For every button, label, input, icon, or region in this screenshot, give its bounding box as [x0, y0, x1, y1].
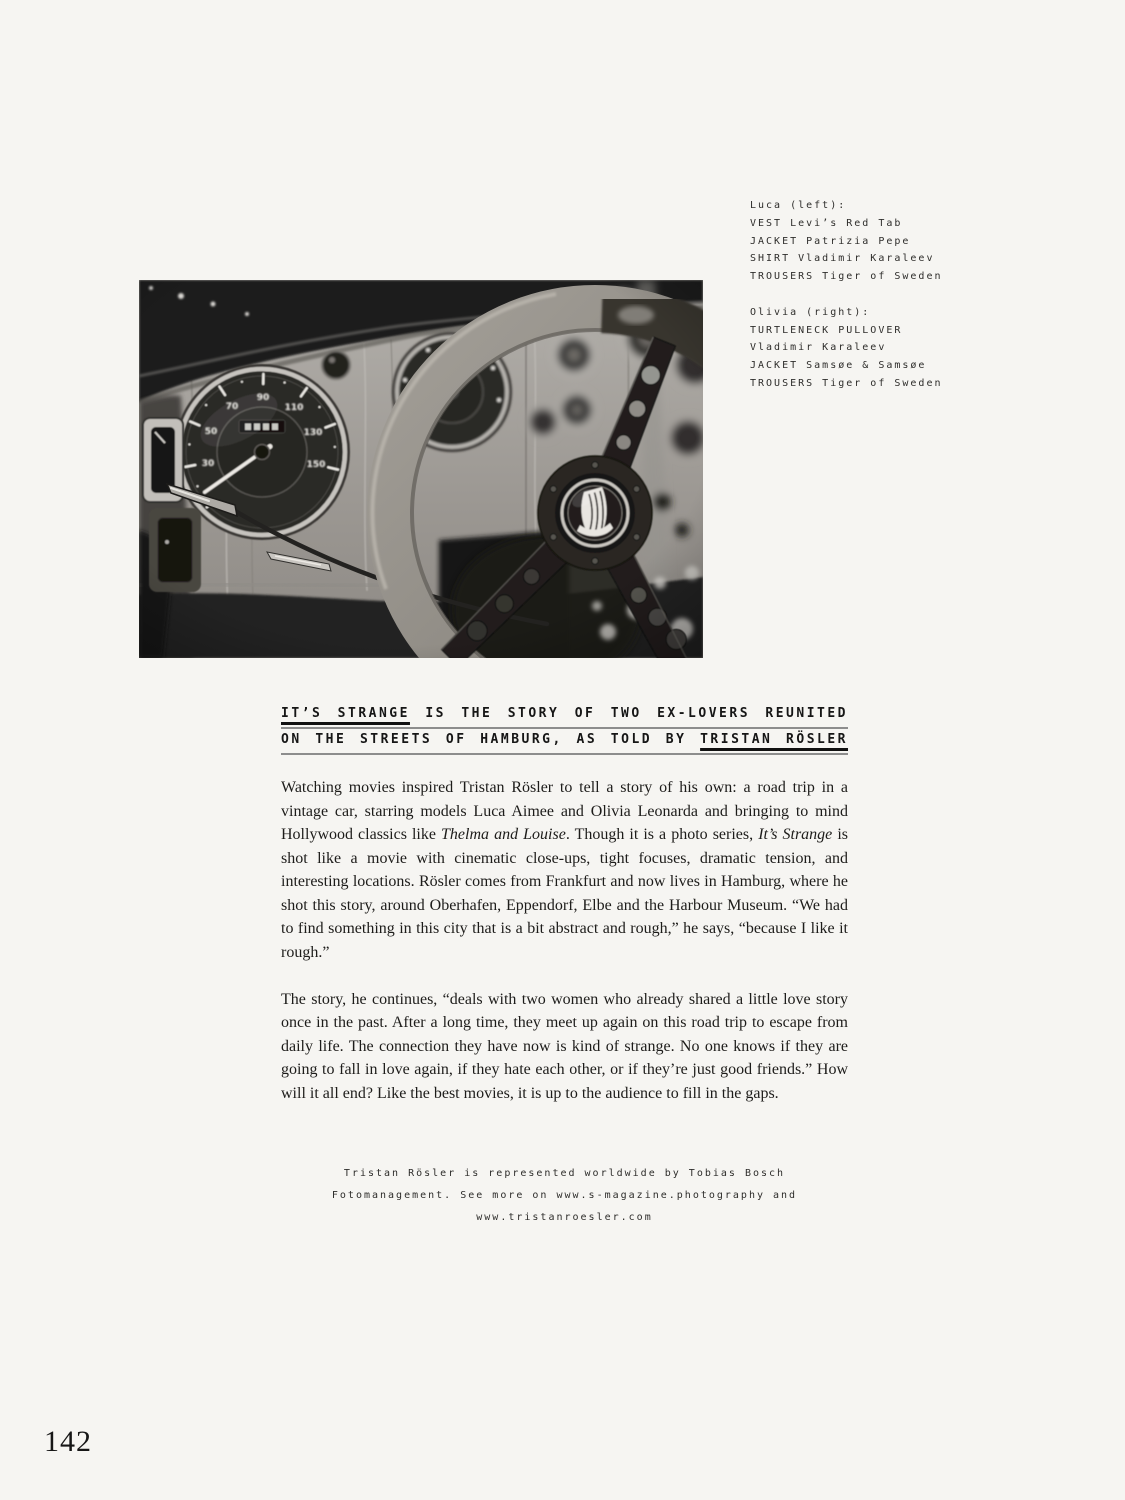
credit-line: TROUSERS Tiger of Sweden [750, 377, 943, 389]
article-headline [281, 706, 848, 758]
page-number: 142 [44, 1425, 92, 1458]
paragraph-text: is shot like a movie with cinematic close-ups, tight focuses, dramatic tension, and interesting locations. Rösler comes from Frankfurt and now lives in Hamburg, where he shot this story, around Oberhafen, Eppendorf, Elbe and the Harbour Museum. “We had to find something in this city that is a bit abstract and rough,” he says, “because I like it rough.” [281, 826, 849, 961]
representation-note [281, 1163, 848, 1229]
paragraph-text: . Though it is a photo series, [565, 826, 759, 843]
credit-line: JACKET Patrizia Pepe [750, 235, 911, 247]
photo-vignette [139, 280, 703, 658]
headline-text: IS THE STORY OF TWO EX-LOVERS REUNITED [409, 706, 848, 721]
article-paragraph-2: The story, he continues, “deals with two women who already shared a little love story once in the past. After a long time, they meet up again on this road trip to escape from daily life. The connection they have now is kind of strange. No one knows if they are going to fall in love again, if they hate each other, or if they’re just good friends.” How will it all end? Like the best movies, it is up to the audience to fill in the gaps. [281, 990, 848, 1102]
headline-title-emphasis: IT’S STRANGE [281, 706, 410, 721]
article-body [281, 776, 848, 1129]
movie-title-italic: Thelma and Louise [441, 826, 566, 843]
footnote-line: Fotomanagement. See more on www.s-magazine.photography and [331, 1190, 798, 1201]
fashion-credits [750, 197, 1030, 393]
dashboard-photo [139, 280, 703, 658]
credit-line: VEST Levi’s Red Tab [750, 217, 903, 229]
credit-line: TROUSERS Tiger of Sweden [750, 271, 943, 282]
headline-author-emphasis: TRISTAN RÖSLER [700, 732, 849, 747]
credit-line: TURTLENECK PULLOVER [750, 324, 903, 336]
series-title-italic: It’s Strange [758, 826, 833, 843]
credit-heading: Olivia (right): [750, 306, 871, 318]
headline-line-1 [281, 706, 848, 729]
credit-line: Vladimir Karaleev [750, 342, 887, 354]
footnote-line: www.tristanroesler.com [476, 1212, 653, 1223]
credit-line: SHIRT Vladimir Karaleev [750, 253, 935, 265]
footnote-line: Tristan Rösler is represented worldwide by Tobias Bosch [343, 1168, 786, 1179]
headline-text: ON THE STREETS OF HAMBURG, AS TOLD BY [281, 732, 701, 747]
credit-heading: Luca (left): [750, 200, 847, 211]
paragraph-text: Watching movies inspired Tristan Rösler to tell a story of his own: a road trip in a vintage car, starring models Luca Aimee and Olivia Leonarda and bringing to mind Hollywood classics like [281, 779, 848, 843]
headline-line-2 [281, 732, 848, 755]
credit-block-olivia [750, 304, 1030, 393]
credit-line: JACKET Samsøe & Samsøe [750, 360, 927, 371]
credit-block-luca [750, 197, 1030, 286]
article-paragraph-1 [281, 776, 848, 964]
